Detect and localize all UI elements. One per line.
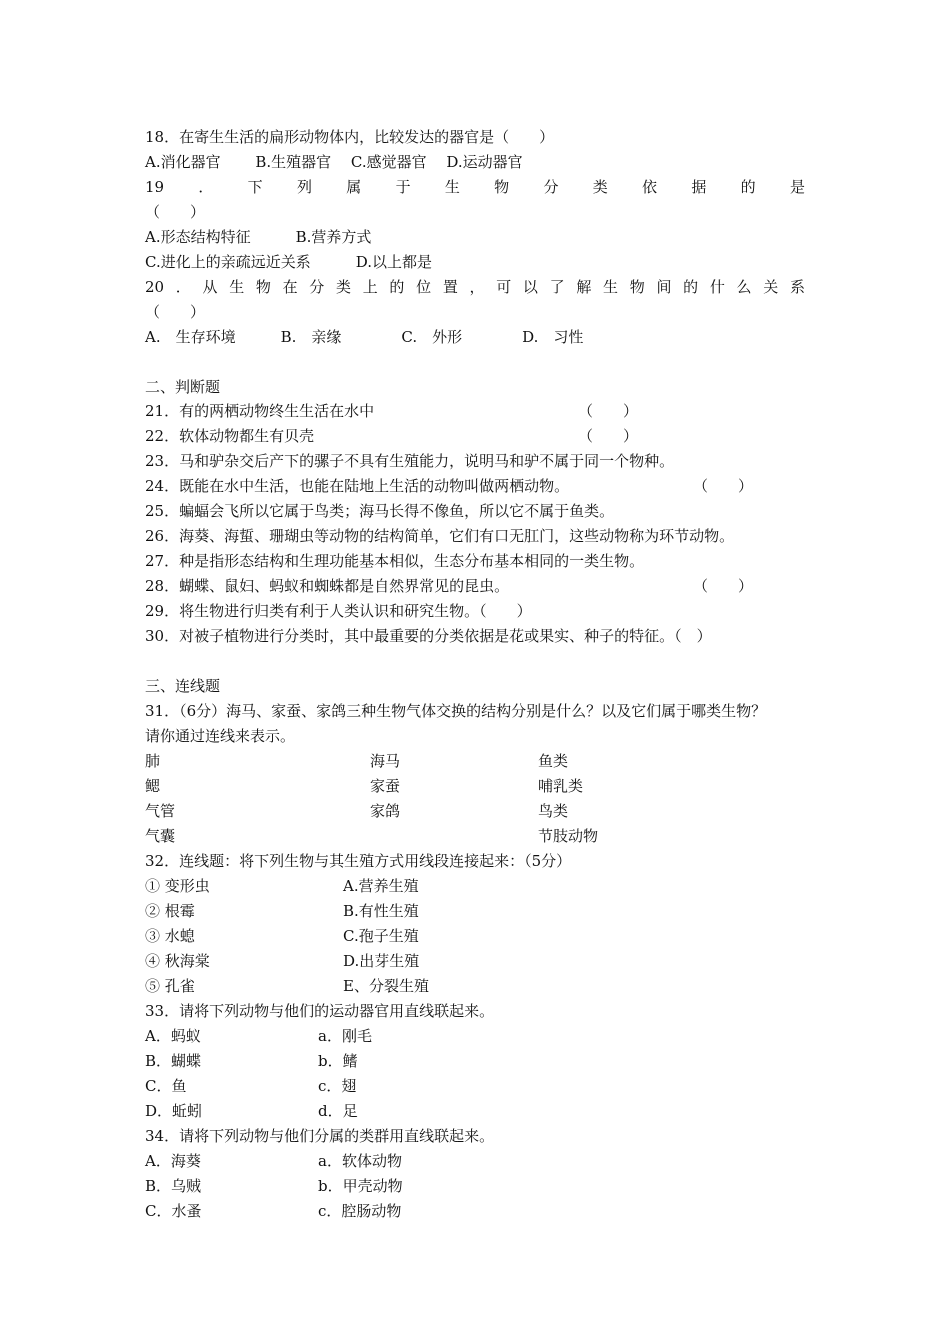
q31-col3-item: 节肢动物 bbox=[538, 827, 599, 845]
judge-item-29: 29．将生物进行归类有利于人类认识和研究生物。（ ） bbox=[145, 602, 532, 620]
q33-stem: 33．请将下列动物与他们的运动器官用直线联起来。 bbox=[145, 1002, 495, 1020]
judge-item-26: 26．海葵、海蜇、珊瑚虫等动物的结构简单，它们有口无肛门，这些动物称为环节动物。 bbox=[145, 527, 735, 545]
q32-right-item: E、分裂生殖 bbox=[343, 977, 429, 995]
q32-left-item: ④ 秋海棠 bbox=[145, 952, 210, 970]
q19-paren: （ ） bbox=[145, 203, 206, 221]
q31-col1-item: 气囊 bbox=[145, 827, 176, 845]
judge-paren-21: （ ） bbox=[578, 402, 639, 420]
q32-left-item: ③ 水螅 bbox=[145, 927, 195, 945]
q31-col3-item: 鱼类 bbox=[538, 752, 569, 770]
q32-stem: 32．连线题：将下列生物与其生殖方式用线段连接起来：（5分） bbox=[145, 852, 572, 870]
q33-right-item: c．翅 bbox=[318, 1077, 357, 1095]
judge-item-28: 28．蝴蝶、鼠妇、蚂蚁和蜘蛛都是自然界常见的昆虫。 bbox=[145, 577, 510, 595]
q32-right-item: D.出芽生殖 bbox=[343, 952, 420, 970]
q31-col3-item: 鸟类 bbox=[538, 802, 569, 820]
q18-options: A.消化器官 B.生殖器官 C.感觉器官 D.运动器官 bbox=[145, 153, 523, 171]
judge-paren-28: （ ） bbox=[693, 577, 754, 595]
q32-right-item: B.有性生殖 bbox=[343, 902, 419, 920]
section-heading-judge: 二、判断题 bbox=[145, 378, 221, 396]
q20-stem: 20 ． 从 生 物 在 分 类 上 的 位 置 ， 可 以 了 解 生 物 间 的 什 么 关 系 bbox=[145, 278, 805, 296]
judge-paren-22: （ ） bbox=[578, 427, 639, 445]
q32-right-item: C.孢子生殖 bbox=[343, 927, 419, 945]
judge-item-23: 23．马和驴杂交后产下的骡子不具有生殖能力，说明马和驴不属于同一个物种。 bbox=[145, 452, 675, 470]
judge-item-25: 25．蝙蝠会飞所以它属于鸟类；海马长得不像鱼，所以它不属于鱼类。 bbox=[145, 502, 615, 520]
q19-options-ab: A.形态结构特征 B.营养方式 bbox=[145, 228, 372, 246]
q19-stem: 19 ． 下 列 属 于 生 物 分 类 依 据 的 是 bbox=[145, 178, 805, 196]
q33-left-item: A．蚂蚁 bbox=[145, 1027, 201, 1045]
judge-paren-24: （ ） bbox=[693, 477, 754, 495]
q19-options-cd: C.进化上的亲疏远近关系 D.以上都是 bbox=[145, 253, 432, 271]
q31-stem-line2: 请你通过连线来表示。 bbox=[145, 727, 296, 745]
q34-right-item: a．软体动物 bbox=[318, 1152, 402, 1170]
q32-left-item: ① 变形虫 bbox=[145, 877, 210, 895]
q31-col2-item: 海马 bbox=[370, 752, 401, 770]
q34-stem: 34．请将下列动物与他们分属的类群用直线联起来。 bbox=[145, 1127, 495, 1145]
q32-left-item: ⑤ 孔雀 bbox=[145, 977, 195, 995]
q31-col3-item: 哺乳类 bbox=[538, 777, 584, 795]
q33-right-item: b．鳍 bbox=[318, 1052, 358, 1070]
judge-item-21: 21．有的两栖动物终生生活在水中 bbox=[145, 402, 375, 420]
judge-item-24: 24．既能在水中生活，也能在陆地上生活的动物叫做两栖动物。 bbox=[145, 477, 570, 495]
q31-col1-item: 肺 bbox=[145, 752, 161, 770]
q34-right-item: b．甲壳动物 bbox=[318, 1177, 403, 1195]
section-heading-match: 三、连线题 bbox=[145, 677, 221, 695]
q34-left-item: A．海葵 bbox=[145, 1152, 201, 1170]
q32-left-item: ② 根霉 bbox=[145, 902, 195, 920]
q31-col2-item: 家蚕 bbox=[370, 777, 401, 795]
q34-right-item: c．腔肠动物 bbox=[318, 1202, 402, 1220]
q31-col1-item: 鳃 bbox=[145, 777, 161, 795]
q33-left-item: D．蚯蚓 bbox=[145, 1102, 203, 1120]
q18-stem: 18．在寄生生活的扁形动物体内，比较发达的器官是（ ） bbox=[145, 128, 555, 146]
q33-left-item: B．蝴蝶 bbox=[145, 1052, 202, 1070]
q31-col2-item: 家鸽 bbox=[370, 802, 401, 820]
q33-right-item: a．刚毛 bbox=[318, 1027, 372, 1045]
q31-col1-item: 气管 bbox=[145, 802, 176, 820]
q33-right-item: d．足 bbox=[318, 1102, 358, 1120]
judge-item-27: 27．种是指形态结构和生理功能基本相似，生态分布基本相同的一类生物。 bbox=[145, 552, 645, 570]
judge-item-22: 22．软体动物都生有贝壳 bbox=[145, 427, 315, 445]
judge-item-30: 30．对被子植物进行分类时，其中最重要的分类依据是花或果实、种子的特征。（ ） bbox=[145, 627, 712, 645]
q34-left-item: B．乌贼 bbox=[145, 1177, 202, 1195]
q33-left-item: C．鱼 bbox=[145, 1077, 187, 1095]
q34-left-item: C．水蚤 bbox=[145, 1202, 202, 1220]
q32-right-item: A.营养生殖 bbox=[343, 877, 419, 895]
q20-options: A. 生存环境 B. 亲缘 C. 外形 D. 习性 bbox=[145, 328, 584, 346]
q31-stem-line1: 31．（6分）海马、家蚕、家鸽三种生物气体交换的结构分别是什么？以及它们属于哪类生物？ bbox=[145, 702, 767, 720]
q20-paren: （ ） bbox=[145, 303, 206, 321]
